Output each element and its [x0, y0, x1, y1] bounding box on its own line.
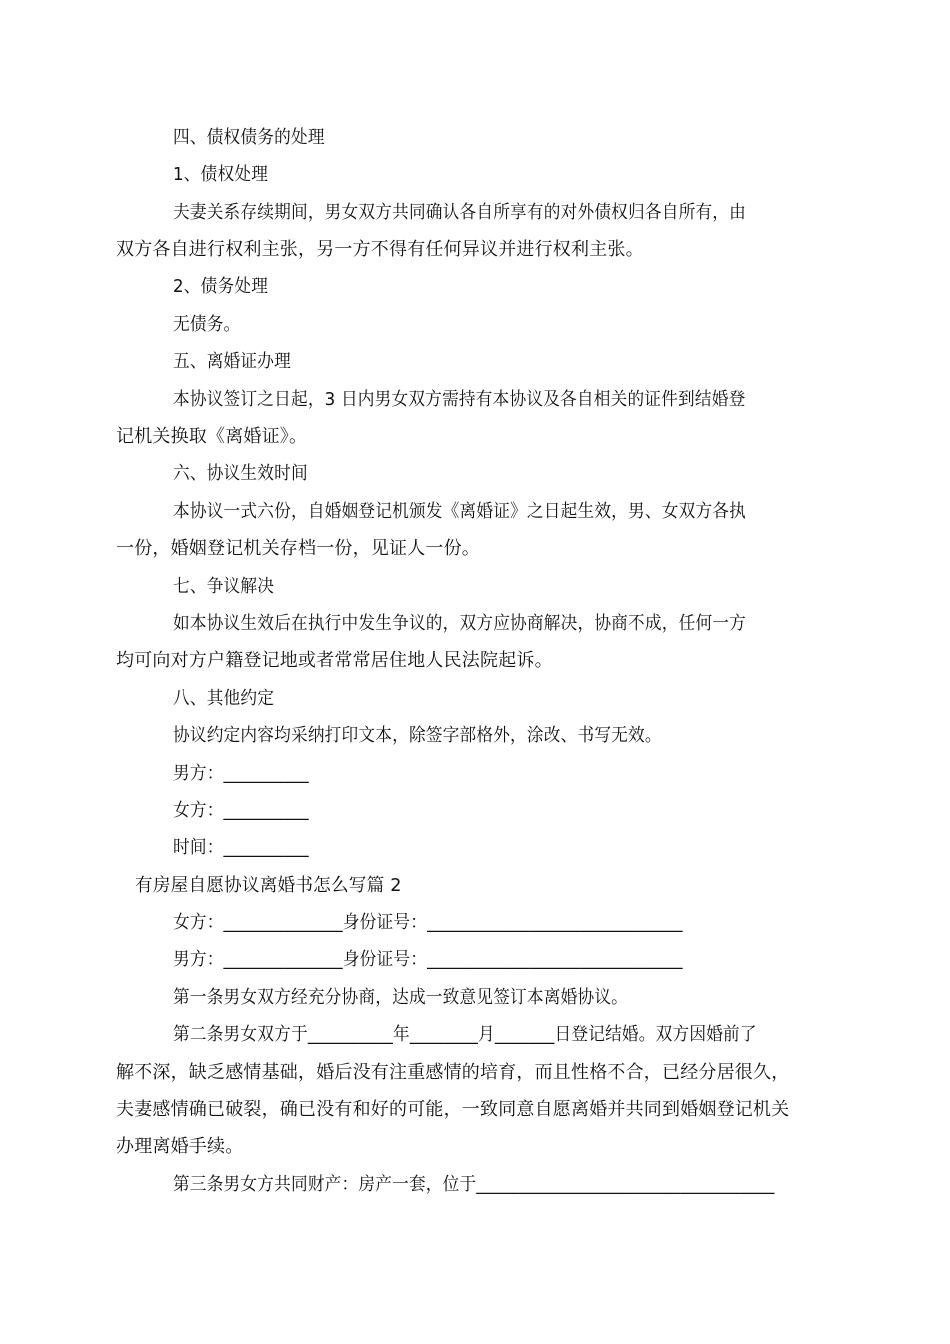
signature-female: 女方：__________: [173, 800, 309, 821]
female-id-line: 女方：______________身份证号：______________________________: [173, 912, 683, 933]
male-id-line: 男方：______________身份证号：______________________________: [173, 949, 683, 970]
paragraph-line: 一份，婚姻登记机关存档一份，见证人一份。: [116, 538, 480, 559]
article-1: 第一条男女双方经充分协商，达成一致意见签订本离婚协议。: [173, 987, 629, 1008]
paragraph-line: 双方各自进行权利主张，另一方不得有任何异议并进行权利主张。: [116, 239, 644, 260]
subheading-debts: 2、债务处理: [173, 276, 269, 297]
paragraph-line: 无债务。: [173, 314, 241, 335]
paragraph-line: 夫妻感情确已破裂，确已没有和好的可能，一致同意自愿离婚并共同到婚姻登记机关: [116, 1099, 790, 1120]
paragraph-line: 本协议一式六份，自婚姻登记机颁发《离婚证》之日起生效，男、女双方各执: [173, 501, 747, 522]
paragraph-line: 记机关换取《离婚证》。: [116, 426, 308, 447]
subheading-claims: 1、债权处理: [173, 164, 269, 185]
paragraph-line: 本协议签订之日起，3 日内男女双方需持有本协议及各自相关的证件到结婚登: [173, 389, 746, 410]
article-2: 第二条男女双方于__________年________月_______日登记结婚。双方因婚前了: [173, 1024, 757, 1045]
signature-male: 男方：__________: [173, 763, 309, 784]
paragraph-line: 夫妻关系存续期间，男女双方共同确认各自所享有的对外债权归各自所有，由: [173, 202, 747, 223]
heading-effective-time: 六、协议生效时间: [173, 463, 308, 484]
signature-date: 时间：__________: [173, 837, 309, 858]
paragraph-line: 如本协议生效后在执行中发生争议的，双方应协商解决，协商不成，任何一方: [173, 613, 747, 634]
heading-other: 八、其他约定: [173, 688, 275, 709]
article-3: 第三条男女方共同财产：房产一套，位于___________________________________: [173, 1174, 775, 1195]
paragraph-line: 均可向对方户籍登记地或者常常居住地人民法院起诉。: [116, 650, 553, 671]
paragraph-line: 办理离婚手续。: [116, 1136, 244, 1157]
paragraph-line: 解不深，缺乏感情基础，婚后没有注重感情的培育，而且性格不合，已经分居很久，: [116, 1062, 790, 1083]
heading-dispute: 七、争议解决: [173, 576, 275, 597]
heading-debts: 四、债权债务的处理: [173, 127, 325, 148]
section-title: 有房屋自愿协议离婚书怎么写篇 2: [135, 875, 402, 896]
paragraph-line: 协议约定内容均采纳打印文本，除签字部格外，涂改、书写无效。: [173, 725, 662, 746]
heading-certificate: 五、离婚证办理: [173, 351, 291, 372]
